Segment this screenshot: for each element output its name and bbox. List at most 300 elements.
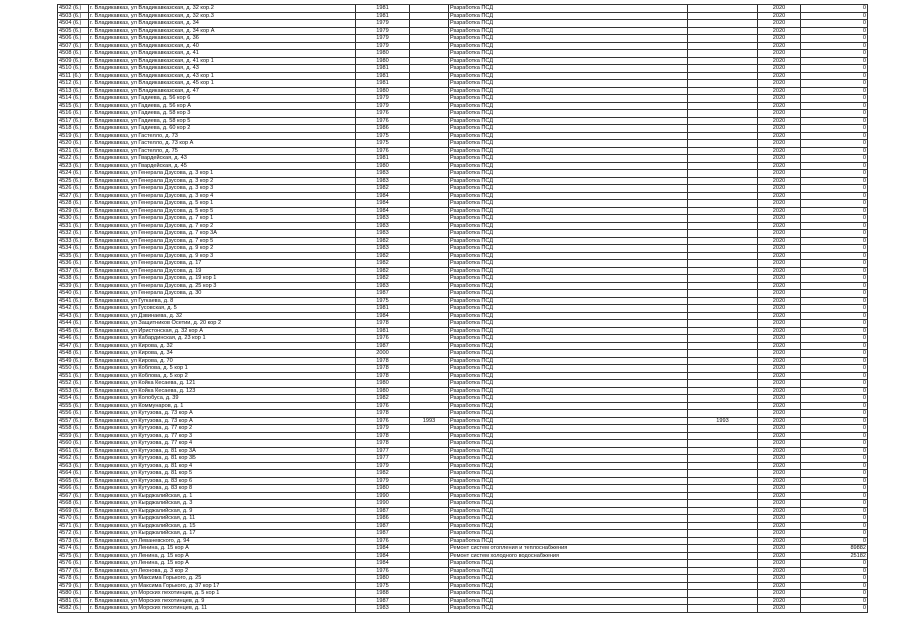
table-row [58, 500, 868, 508]
cell-year-3 [688, 87, 758, 95]
cell-id: 4509 (6.) [58, 57, 89, 65]
cell-work-type: Разработка ПСД [449, 125, 688, 133]
cell-year-3 [688, 162, 758, 170]
cell-year-2 [410, 230, 449, 238]
cell-work-type: Разработка ПСД [449, 222, 688, 230]
cell-id: 4567 (6.) [58, 492, 89, 500]
cell-cost: 0 [801, 327, 868, 335]
cell-address: г. Владикавказ, ул Гастелло, д. 73 [89, 132, 356, 140]
cell-id: 4560 (6.) [58, 440, 89, 448]
cell-id: 4543 (6.) [58, 312, 89, 320]
table-row [58, 590, 868, 598]
cell-cost: 0 [801, 95, 868, 103]
cell-id: 4544 (6.) [58, 320, 89, 328]
cell-id: 4579 (6.) [58, 582, 89, 590]
cell-year-2 [410, 500, 449, 508]
cell-year: 1984 [356, 560, 410, 568]
cell-year: 1979 [356, 42, 410, 50]
cell-cost: 25182 [801, 552, 868, 560]
cell-work-type: Разработка ПСД [449, 252, 688, 260]
cell-id: 4542 (6.) [58, 305, 89, 313]
cell-id: 4547 (6.) [58, 342, 89, 350]
cell-address: г. Владикавказ, ул Генерала Дзусова, д. 7 кор 2 [89, 222, 356, 230]
cell-work-type: Разработка ПСД [449, 87, 688, 95]
cell-address: г. Владикавказ, ул Кабардинская, д. 23 кор 1 [89, 335, 356, 343]
cell-year: 1986 [356, 125, 410, 133]
cell-plan-year: 2020 [758, 117, 801, 125]
cell-plan-year: 2020 [758, 492, 801, 500]
cell-year: 1981 [356, 5, 410, 13]
cell-id: 4516 (6.) [58, 110, 89, 118]
cell-year: 1982 [356, 470, 410, 478]
cell-work-type: Разработка ПСД [449, 462, 688, 470]
cell-year-3 [688, 230, 758, 238]
cell-year: 1981 [356, 155, 410, 163]
cell-plan-year: 2020 [758, 72, 801, 80]
table-row [58, 530, 868, 538]
cell-work-type: Разработка ПСД [449, 320, 688, 328]
cell-year: 1981 [356, 80, 410, 88]
cell-year: 1980 [356, 575, 410, 583]
cell-cost: 0 [801, 417, 868, 425]
cell-plan-year: 2020 [758, 42, 801, 50]
cell-id: 4503 (6.) [58, 12, 89, 20]
cell-plan-year: 2020 [758, 252, 801, 260]
cell-address: г. Владикавказ, ул Генерала Дзусова, д. 3 кор 2 [89, 177, 356, 185]
cell-work-type: Разработка ПСД [449, 350, 688, 358]
table-row [58, 447, 868, 455]
cell-cost: 0 [801, 65, 868, 73]
cell-plan-year: 2020 [758, 162, 801, 170]
cell-work-type: Разработка ПСД [449, 492, 688, 500]
cell-work-type: Разработка ПСД [449, 485, 688, 493]
cell-year-2 [410, 207, 449, 215]
cell-address: г. Владикавказ, ул Защитников Осетии, д. 20 кор 2 [89, 320, 356, 328]
table-row [58, 567, 868, 575]
cell-address: г. Владикавказ, ул Максима Горького, д. 25 [89, 575, 356, 583]
cell-work-type: Разработка ПСД [449, 567, 688, 575]
cell-id: 4538 (6.) [58, 275, 89, 283]
cell-year-2 [410, 185, 449, 193]
cell-address: г. Владикавказ, ул Генерала Дзусова, д. 19 [89, 267, 356, 275]
cell-year-3 [688, 35, 758, 43]
cell-year-3 [688, 507, 758, 515]
cell-address: г. Владикавказ, ул Койка Кесаева, д. 121 [89, 380, 356, 388]
cell-work-type: Разработка ПСД [449, 185, 688, 193]
cell-work-type: Разработка ПСД [449, 327, 688, 335]
cell-work-type: Разработка ПСД [449, 27, 688, 35]
cell-cost: 0 [801, 477, 868, 485]
cell-year: 1981 [356, 12, 410, 20]
table-row [58, 335, 868, 343]
table-row [58, 50, 868, 58]
table-row [58, 215, 868, 223]
cell-year-3 [688, 50, 758, 58]
cell-year-2 [410, 57, 449, 65]
cell-year: 1980 [356, 162, 410, 170]
cell-year-3 [688, 215, 758, 223]
cell-cost: 0 [801, 57, 868, 65]
cell-year-3 [688, 207, 758, 215]
cell-year: 1983 [356, 245, 410, 253]
cell-address: г. Владикавказ, ул Владикавказская, д. 32 кор.3 [89, 12, 356, 20]
cell-address: г. Владикавказ, ул Владикавказская, д. 32 кор.2 [89, 5, 356, 13]
table-row [58, 155, 868, 163]
cell-plan-year: 2020 [758, 5, 801, 13]
cell-year: 1984 [356, 200, 410, 208]
cell-address: г. Владикавказ, ул Владикавказская, д. 43 кор 1 [89, 72, 356, 80]
cell-work-type: Разработка ПСД [449, 80, 688, 88]
cell-year-2 [410, 35, 449, 43]
cell-plan-year: 2020 [758, 87, 801, 95]
cell-id: 4566 (6.) [58, 485, 89, 493]
cell-year: 1980 [356, 50, 410, 58]
cell-cost: 0 [801, 282, 868, 290]
cell-address: г. Владикавказ, ул Кутузова, д. 81 кор 3Б [89, 455, 356, 463]
cell-year-3 [688, 432, 758, 440]
cell-cost: 0 [801, 80, 868, 88]
cell-year-3 [688, 320, 758, 328]
cell-year-3 [688, 80, 758, 88]
cell-work-type: Разработка ПСД [449, 20, 688, 28]
cell-year: 1980 [356, 87, 410, 95]
cell-year: 1980 [356, 380, 410, 388]
cell-plan-year: 2020 [758, 305, 801, 313]
cell-cost: 0 [801, 387, 868, 395]
cell-year: 1984 [356, 545, 410, 553]
cell-plan-year: 2020 [758, 537, 801, 545]
cell-address: г. Владикавказ, ул Владикавказская, д. 47 [89, 87, 356, 95]
cell-year-2 [410, 395, 449, 403]
cell-plan-year: 2020 [758, 35, 801, 43]
cell-year-2 [410, 537, 449, 545]
cell-year-2 [410, 402, 449, 410]
cell-year: 1983 [356, 605, 410, 613]
cell-year-3 [688, 102, 758, 110]
cell-plan-year: 2020 [758, 507, 801, 515]
cell-cost: 0 [801, 350, 868, 358]
cell-plan-year: 2020 [758, 425, 801, 433]
cell-year-2 [410, 177, 449, 185]
table-row [58, 305, 868, 313]
cell-year-2 [410, 312, 449, 320]
cell-year-3 [688, 245, 758, 253]
cell-address: г. Владикавказ, ул Генерала Дзусова, д. 3 кор 1 [89, 170, 356, 178]
cell-year-2 [410, 560, 449, 568]
cell-year: 1980 [356, 485, 410, 493]
cell-cost: 0 [801, 147, 868, 155]
cell-plan-year: 2020 [758, 455, 801, 463]
cell-cost: 0 [801, 462, 868, 470]
cell-year-3 [688, 312, 758, 320]
cell-work-type: Разработка ПСД [449, 162, 688, 170]
cell-year-3 [688, 492, 758, 500]
cell-year-2 [410, 192, 449, 200]
cell-year-2 [410, 12, 449, 20]
cell-plan-year: 2020 [758, 567, 801, 575]
cell-year-2 [410, 357, 449, 365]
cell-plan-year: 2020 [758, 342, 801, 350]
cell-cost: 0 [801, 485, 868, 493]
cell-plan-year: 2020 [758, 597, 801, 605]
cell-cost: 0 [801, 117, 868, 125]
cell-cost: 0 [801, 410, 868, 418]
cell-year-2 [410, 117, 449, 125]
cell-cost: 0 [801, 470, 868, 478]
cell-cost: 0 [801, 35, 868, 43]
cell-id: 4555 (6.) [58, 402, 89, 410]
cell-address: г. Владикавказ, ул Кырджалийская, д. 9 [89, 507, 356, 515]
cell-year-3 [688, 365, 758, 373]
cell-work-type: Разработка ПСД [449, 372, 688, 380]
cell-year-3 [688, 327, 758, 335]
cell-year-3 [688, 147, 758, 155]
cell-cost: 0 [801, 582, 868, 590]
cell-id: 4582 (6.) [58, 605, 89, 613]
cell-year: 1986 [356, 515, 410, 523]
cell-year-2 [410, 425, 449, 433]
cell-address: г. Владикавказ, ул Кирова, д. 34 [89, 350, 356, 358]
cell-id: 4573 (6.) [58, 537, 89, 545]
cell-id: 4502 (6.) [58, 5, 89, 13]
cell-year-2 [410, 515, 449, 523]
cell-year: 1978 [356, 320, 410, 328]
cell-year: 1982 [356, 275, 410, 283]
cell-id: 4545 (6.) [58, 327, 89, 335]
cell-year: 1982 [356, 185, 410, 193]
cell-id: 4515 (6.) [58, 102, 89, 110]
cell-work-type: Разработка ПСД [449, 245, 688, 253]
cell-work-type: Разработка ПСД [449, 237, 688, 245]
cell-id: 4546 (6.) [58, 335, 89, 343]
cell-work-type: Разработка ПСД [449, 447, 688, 455]
cell-id: 4574 (6.) [58, 545, 89, 553]
cell-year-3 [688, 522, 758, 530]
cell-plan-year: 2020 [758, 477, 801, 485]
table-row [58, 57, 868, 65]
cell-address: г. Владикавказ, ул Кутузова, д. 77 кор 4 [89, 440, 356, 448]
cell-year-3 [688, 402, 758, 410]
cell-year-2 [410, 95, 449, 103]
cell-plan-year: 2020 [758, 462, 801, 470]
cell-cost: 0 [801, 20, 868, 28]
cell-cost: 0 [801, 605, 868, 613]
cell-id: 4581 (6.) [58, 597, 89, 605]
cell-work-type: Разработка ПСД [449, 147, 688, 155]
cell-cost: 0 [801, 222, 868, 230]
cell-year-3 [688, 290, 758, 298]
cell-cost: 0 [801, 170, 868, 178]
cell-id: 4565 (6.) [58, 477, 89, 485]
cell-year-2 [410, 72, 449, 80]
cell-year: 1983 [356, 230, 410, 238]
cell-work-type: Разработка ПСД [449, 575, 688, 583]
cell-plan-year: 2020 [758, 230, 801, 238]
cell-plan-year: 2020 [758, 545, 801, 553]
cell-id: 4524 (6.) [58, 170, 89, 178]
cell-year-3 [688, 185, 758, 193]
cell-cost: 0 [801, 155, 868, 163]
cell-plan-year: 2020 [758, 552, 801, 560]
cell-year-3 [688, 357, 758, 365]
cell-year: 1976 [356, 110, 410, 118]
table-row [58, 425, 868, 433]
table-row [58, 350, 868, 358]
cell-id: 4558 (6.) [58, 425, 89, 433]
cell-cost: 0 [801, 357, 868, 365]
cell-year-2 [410, 245, 449, 253]
cell-id: 4539 (6.) [58, 282, 89, 290]
cell-plan-year: 2020 [758, 275, 801, 283]
cell-year-3 [688, 537, 758, 545]
cell-year: 1987 [356, 290, 410, 298]
cell-plan-year: 2020 [758, 155, 801, 163]
cell-year-3 [688, 117, 758, 125]
cell-cost: 0 [801, 425, 868, 433]
cell-plan-year: 2020 [758, 357, 801, 365]
cell-year-3 [688, 605, 758, 613]
cell-year: 1979 [356, 95, 410, 103]
cell-plan-year: 2020 [758, 57, 801, 65]
cell-year-3 [688, 27, 758, 35]
cell-cost: 0 [801, 132, 868, 140]
cell-address: г. Владикавказ, ул Кутузова, д. 77 кор 3 [89, 432, 356, 440]
cell-work-type: Разработка ПСД [449, 582, 688, 590]
cell-address: г. Владикавказ, ул Морских пехотинцев, д. 11 [89, 605, 356, 613]
cell-year-3 [688, 335, 758, 343]
cell-year: 1978 [356, 440, 410, 448]
cell-year-2 [410, 372, 449, 380]
cell-plan-year: 2020 [758, 200, 801, 208]
cell-plan-year: 2020 [758, 440, 801, 448]
cell-year-3 [688, 42, 758, 50]
cell-plan-year: 2020 [758, 380, 801, 388]
table-row [58, 552, 868, 560]
cell-cost: 0 [801, 522, 868, 530]
cell-year-3 [688, 372, 758, 380]
cell-address: г. Владикавказ, ул Кырджалийская, д. 11 [89, 515, 356, 523]
table-row [58, 237, 868, 245]
cell-year-2 [410, 305, 449, 313]
cell-work-type: Ремонт систем отопления и теплоснабжения [449, 545, 688, 553]
table-row [58, 125, 868, 133]
cell-work-type: Разработка ПСД [449, 597, 688, 605]
cell-year-2 [410, 27, 449, 35]
cell-year-3 [688, 57, 758, 65]
cell-plan-year: 2020 [758, 95, 801, 103]
cell-id: 4557 (6.) [58, 417, 89, 425]
cell-work-type: Разработка ПСД [449, 72, 688, 80]
cell-work-type: Разработка ПСД [449, 417, 688, 425]
cell-plan-year: 2020 [758, 282, 801, 290]
cell-plan-year: 2020 [758, 125, 801, 133]
cell-work-type: Разработка ПСД [449, 110, 688, 118]
table-row [58, 312, 868, 320]
cell-year: 1987 [356, 507, 410, 515]
cell-address: г. Владикавказ, ул Гадиева, д. 60 кор 2 [89, 125, 356, 133]
cell-year-3 [688, 140, 758, 148]
cell-work-type: Разработка ПСД [449, 365, 688, 373]
table-row [58, 117, 868, 125]
cell-work-type: Разработка ПСД [449, 305, 688, 313]
table-row [58, 260, 868, 268]
cell-address: г. Владикавказ, ул Кутузова, д. 77 кор 2 [89, 425, 356, 433]
table-row [58, 560, 868, 568]
cell-work-type: Разработка ПСД [449, 192, 688, 200]
table-row [58, 252, 868, 260]
table-row [58, 42, 868, 50]
cell-year-2 [410, 350, 449, 358]
cell-work-type: Разработка ПСД [449, 500, 688, 508]
cell-address: г. Владикавказ, ул Владикавказская, д. 40 [89, 42, 356, 50]
table-row [58, 290, 868, 298]
table-row [58, 492, 868, 500]
table-row [58, 357, 868, 365]
cell-cost: 0 [801, 447, 868, 455]
table-row [58, 297, 868, 305]
cell-work-type: Разработка ПСД [449, 290, 688, 298]
cell-address: г. Владикавказ, ул Кырджалийская, д. 3 [89, 500, 356, 508]
cell-cost: 0 [801, 402, 868, 410]
cell-year-3 [688, 65, 758, 73]
cell-id: 4556 (6.) [58, 410, 89, 418]
cell-year-3 [688, 222, 758, 230]
table-row [58, 417, 868, 425]
table-row [58, 35, 868, 43]
cell-cost: 0 [801, 380, 868, 388]
cell-work-type: Разработка ПСД [449, 507, 688, 515]
cell-year-3 [688, 380, 758, 388]
cell-year-3 [688, 567, 758, 575]
cell-year-2 [410, 20, 449, 28]
cell-address: г. Владикавказ, ул Кирова, д. 70 [89, 357, 356, 365]
cell-plan-year: 2020 [758, 102, 801, 110]
cell-id: 4548 (6.) [58, 350, 89, 358]
cell-cost: 0 [801, 372, 868, 380]
cell-year: 1975 [356, 582, 410, 590]
cell-id: 4518 (6.) [58, 125, 89, 133]
cell-plan-year: 2020 [758, 207, 801, 215]
cell-id: 4540 (6.) [58, 290, 89, 298]
table-row [58, 192, 868, 200]
cell-year-2 [410, 380, 449, 388]
cell-year-2 [410, 545, 449, 553]
cell-address: г. Владикавказ, ул Ленина, д. 15 кор А [89, 552, 356, 560]
cell-plan-year: 2020 [758, 177, 801, 185]
cell-plan-year: 2020 [758, 320, 801, 328]
cell-year: 1979 [356, 462, 410, 470]
table-row [58, 402, 868, 410]
cell-year-2 [410, 522, 449, 530]
cell-work-type: Разработка ПСД [449, 395, 688, 403]
cell-work-type: Разработка ПСД [449, 425, 688, 433]
cell-id: 4562 (6.) [58, 455, 89, 463]
cell-cost: 0 [801, 237, 868, 245]
cell-plan-year: 2020 [758, 20, 801, 28]
table-row [58, 515, 868, 523]
cell-year: 1979 [356, 35, 410, 43]
table-row [58, 605, 868, 613]
cell-work-type: Разработка ПСД [449, 5, 688, 13]
cell-year: 1988 [356, 590, 410, 598]
cell-address: г. Владикавказ, ул Гадиева, д. 58 кор 3 [89, 110, 356, 118]
cell-address: г. Владикавказ, ул Кутузова, д. 81 кор 5 [89, 470, 356, 478]
cell-year: 1975 [356, 297, 410, 305]
cell-work-type: Разработка ПСД [449, 95, 688, 103]
cell-plan-year: 2020 [758, 65, 801, 73]
cell-work-type: Разработка ПСД [449, 140, 688, 148]
cell-year-2 [410, 155, 449, 163]
